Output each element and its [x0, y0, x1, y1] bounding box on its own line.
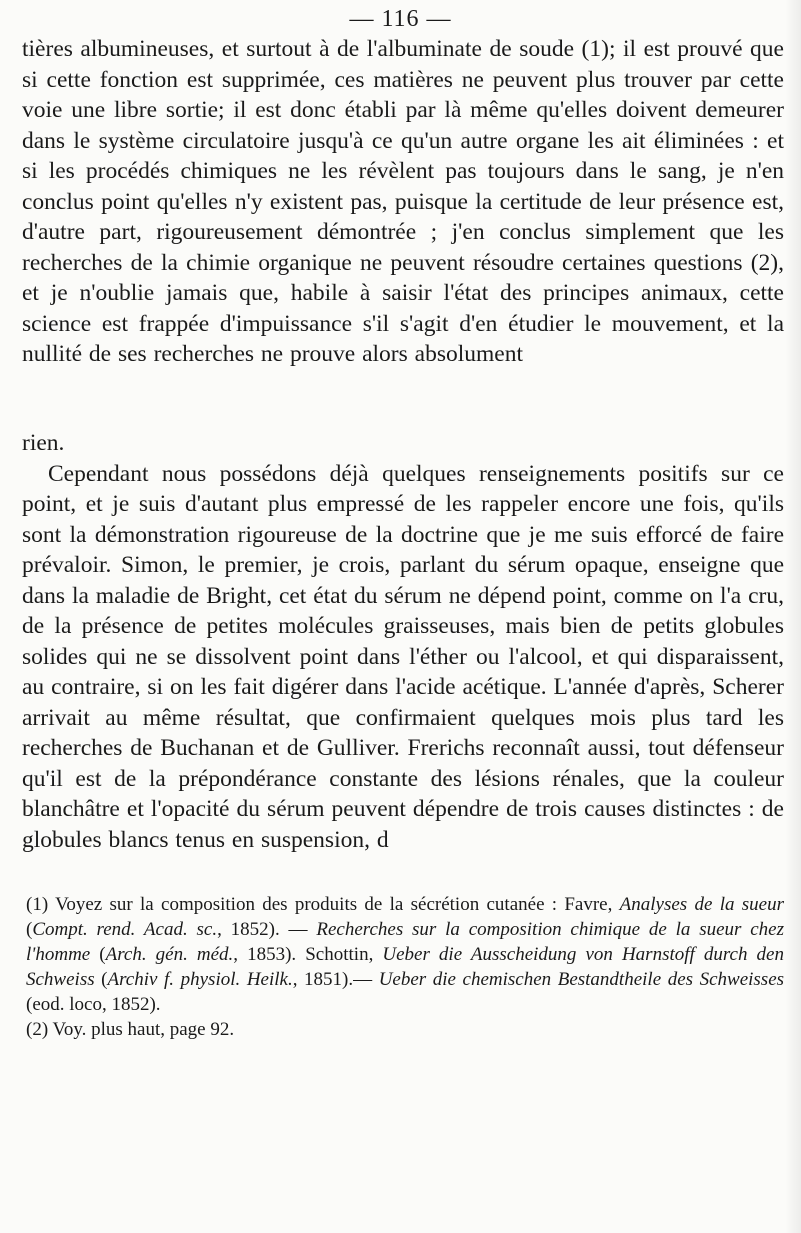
paragraph-continuation-word: rien. — [22, 430, 65, 456]
paragraph-continued: tières albumineuses, et surtout à de l'albuminate de soude (1); il est prouvé que si cette fonction est supprimée, ces matières ne peuvent plus trouver par cette voie une libre sortie; il est donc établi par là même qu'elles doivent demeurer dans le système circulatoire jusqu'à ce qu'un autre organe les ait éliminées : et si les procédés chimiques ne les révèlent pas toujours dans le sang, je n'en conclus point qu'elles n'y existent pas, puisque la certitude de leur présence est, d'autre part, rigoureusement démontrée ; j'en conclus simplement que les recherches de la chimie organique ne peuvent résoudre certaines questions (2), et je n'oublie jamais que, habile à saisir l'état des principes animaux, cette science est frappée d'impuissance s'il s'agit d'en étudier le mouvement, et la nullité de ses recherches ne prouve alors absolument — [22, 36, 784, 367]
footnote-1: (1) Voyez sur la composition des produits de la sécrétion cutanée : Favre, Analyses de la sueur (Compt. rend. Acad. sc., 1852). — Recherches sur la composition chimique de la sueur chez l'homme (Arch. gén. méd., 1853). Schottin, Ueber die Ausscheidung von Harnstoff durch den Schweiss (Archiv f. physiol. Heilk., 1851).— Ueber die chemischen Bestandtheile des Schweisses (eod. loco, 1852). — [26, 894, 785, 1015]
page-edge-shadow — [785, 0, 801, 1233]
footnote-2: (2) Voy. plus haut, page 92. — [26, 1019, 235, 1040]
footnotes — [26, 892, 784, 1042]
page-number: — 116 — — [349, 6, 452, 32]
paragraph-main — [22, 428, 784, 855]
paragraph-body: Cependant nous possédons déjà quelques renseignements positifs sur ce point, et je suis d'autant plus empressé de les rappeler encore une fois, qu'ils sont la démonstration rigoureuse de la doctrine que je me suis efforcé de faire prévaloir. Simon, le premier, je crois, parlant du sérum opaque, enseigne que dans la maladie de Bright, cet état du sérum ne dépend point, comme on l'a cru, de la présence de petites molécules graisseuses, mais bien de petits globules solides qui ne se dissolvent point dans l'éther ou l'alcool, et qui disparaissent, au contraire, si on les fait digérer dans l'acide acétique. L'année d'après, Scherer arrivait au même résultat, que confirmaient quelques mois plus tard les recherches de Buchanan et de Gulliver. Frerichs reconnaît aussi, tout défenseur qu'il est de la prépondérance constante des lésions rénales, que la couleur blanchâtre et l'opacité du sérum peuvent dépendre de trois causes distinctes : de globules blancs tenus en suspension, d — [22, 460, 784, 853]
